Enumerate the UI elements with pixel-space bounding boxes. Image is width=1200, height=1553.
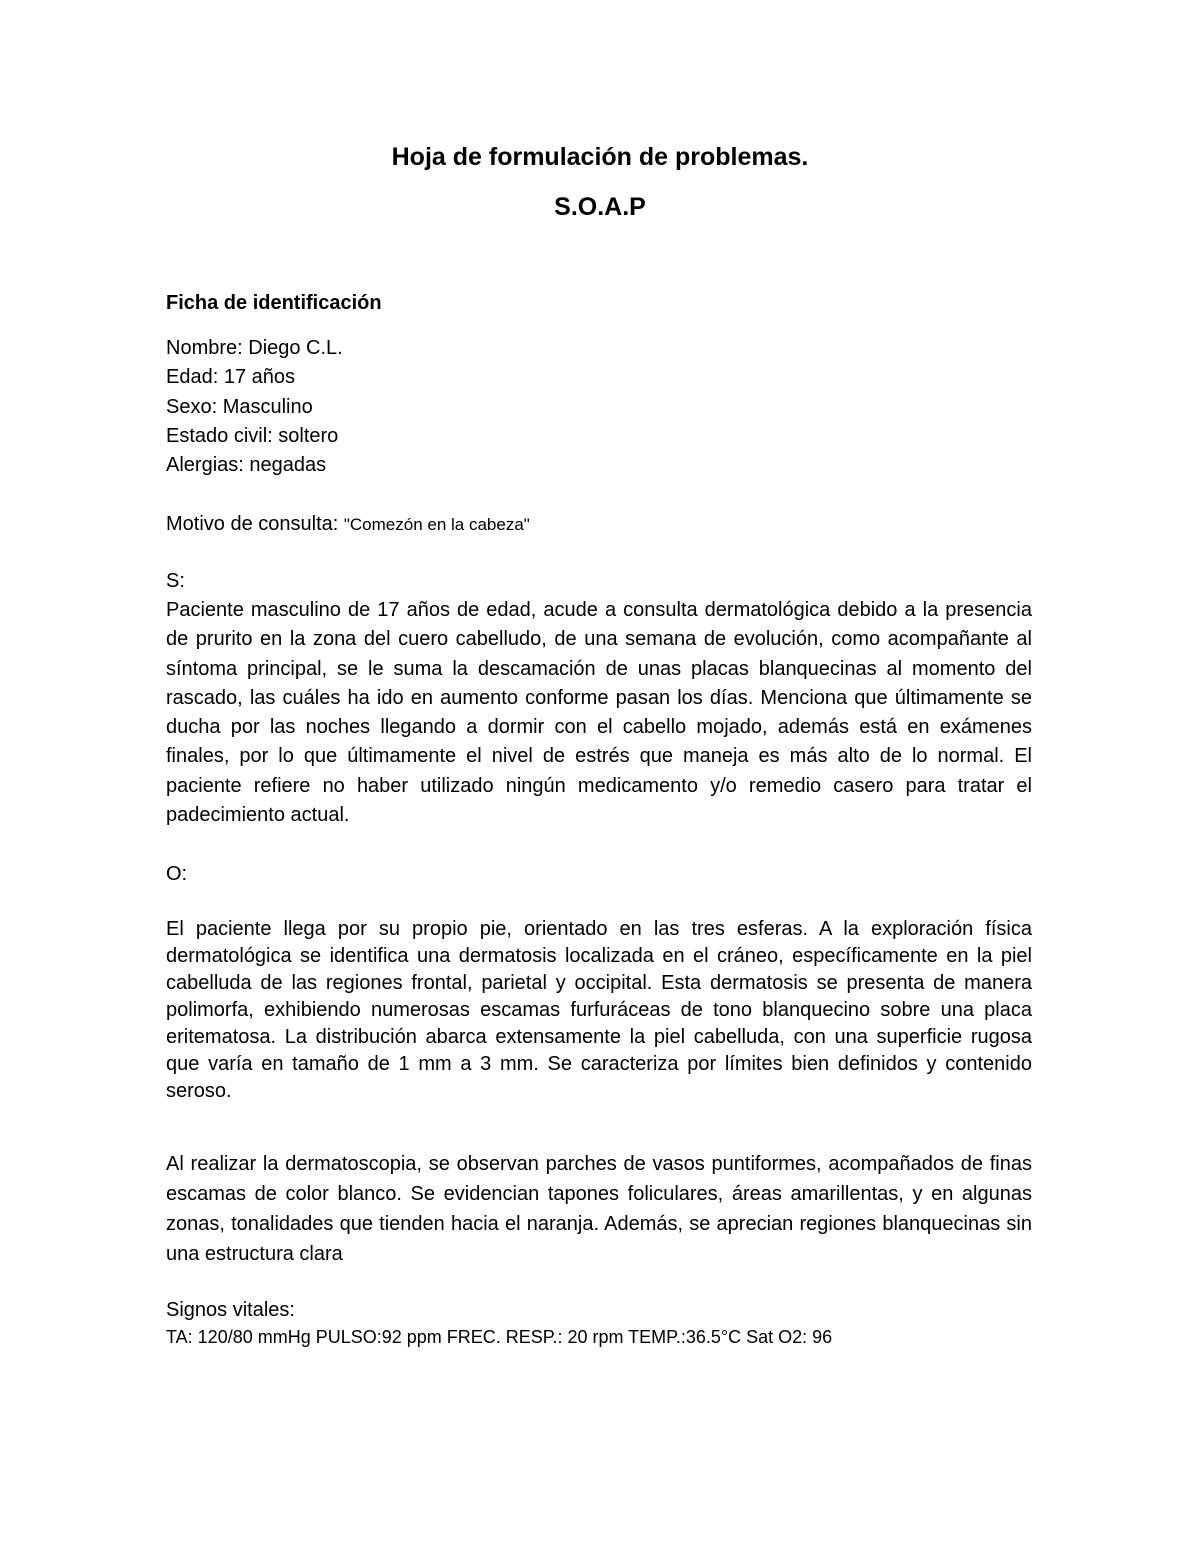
identification-heading: Ficha de identificación: [166, 292, 382, 314]
objective-label: O:: [166, 863, 188, 885]
id-line-name: Nombre: Diego C.L.: [166, 337, 343, 359]
vitals-label: Signos vitales:: [166, 1299, 295, 1321]
consultation-reason-label: Motivo de consulta:: [166, 513, 344, 535]
identification-list: [166, 334, 1032, 480]
subjective-label: S:: [166, 570, 185, 592]
objective-paragraph-dermatoscopy: Al realizar la dermatoscopia, se observan parches de vasos puntiformes, acompañados de finas escamas de color blanco. Se evidencian tapones foliculares, áreas amarillentas, y en algunas zonas, tonalidades que tienden hacia el naranja. Además, se aprecian regiones blanquecinas sin una estructura clara: [166, 1153, 1032, 1265]
id-line-allergies: Alergias: negadas: [166, 454, 327, 477]
objective-paragraph-exam: El paciente llega por su propio pie, orientado en las tres esferas. A la exploración física dermatológica se identifica una dermatosis localizada en el cráneo, específicamente en la piel cabelluda de las regiones frontal, parietal y occipital. Esta dermatosis se presenta de manera polimorfa, exhibiendo numerosas escamas furfuráceas de tono blanquecino sobre una placa eritematosa. La distribución abarca extensamente la piel cabelluda, con una superficie rugosa que varía en tamaño de 1 mm a 3 mm. Se caracteriza por límites bien definidos y contenido seroso.: [166, 918, 1032, 1102]
vitals-values: TA: 120/80 mmHg PULSO:92 ppm FREC. RESP.: 20 rpm TEMP.:36.5°C Sat O2: 96: [166, 1327, 833, 1347]
subjective-paragraph: Paciente masculino de 17 años de edad, acude a consulta dermatológica debido a la presencia de prurito en la zona del cuero cabelludo, de una semana de evolución, como acompañante al síntoma principal, se le suma la descamación de unas placas blanquecinas al momento del rascado, las cuáles ha ido en aumento conforme pasan los días. Menciona que últimamente se ducha por las noches llegando a dormir con el cabello mojado, además está en exámenes finales, por lo que últimamente el nivel de estrés que maneja es más alto de lo normal. El paciente refiere no haber utilizado ningún medicamento y/o remedio casero para tratar el padecimiento actual.: [166, 599, 1032, 827]
consultation-reason: [166, 510, 1032, 539]
consultation-reason-quote: "Comezón en la cabeza": [343, 515, 530, 534]
id-line-age: Edad: 17 años: [166, 366, 295, 389]
id-line-sex: Sexo: Masculino: [166, 395, 313, 418]
id-line-civil-status: Estado civil: soltero: [166, 424, 339, 447]
document-title: Hoja de formulación de problemas.: [391, 143, 809, 171]
document-subtitle: S.O.A.P: [554, 193, 646, 221]
